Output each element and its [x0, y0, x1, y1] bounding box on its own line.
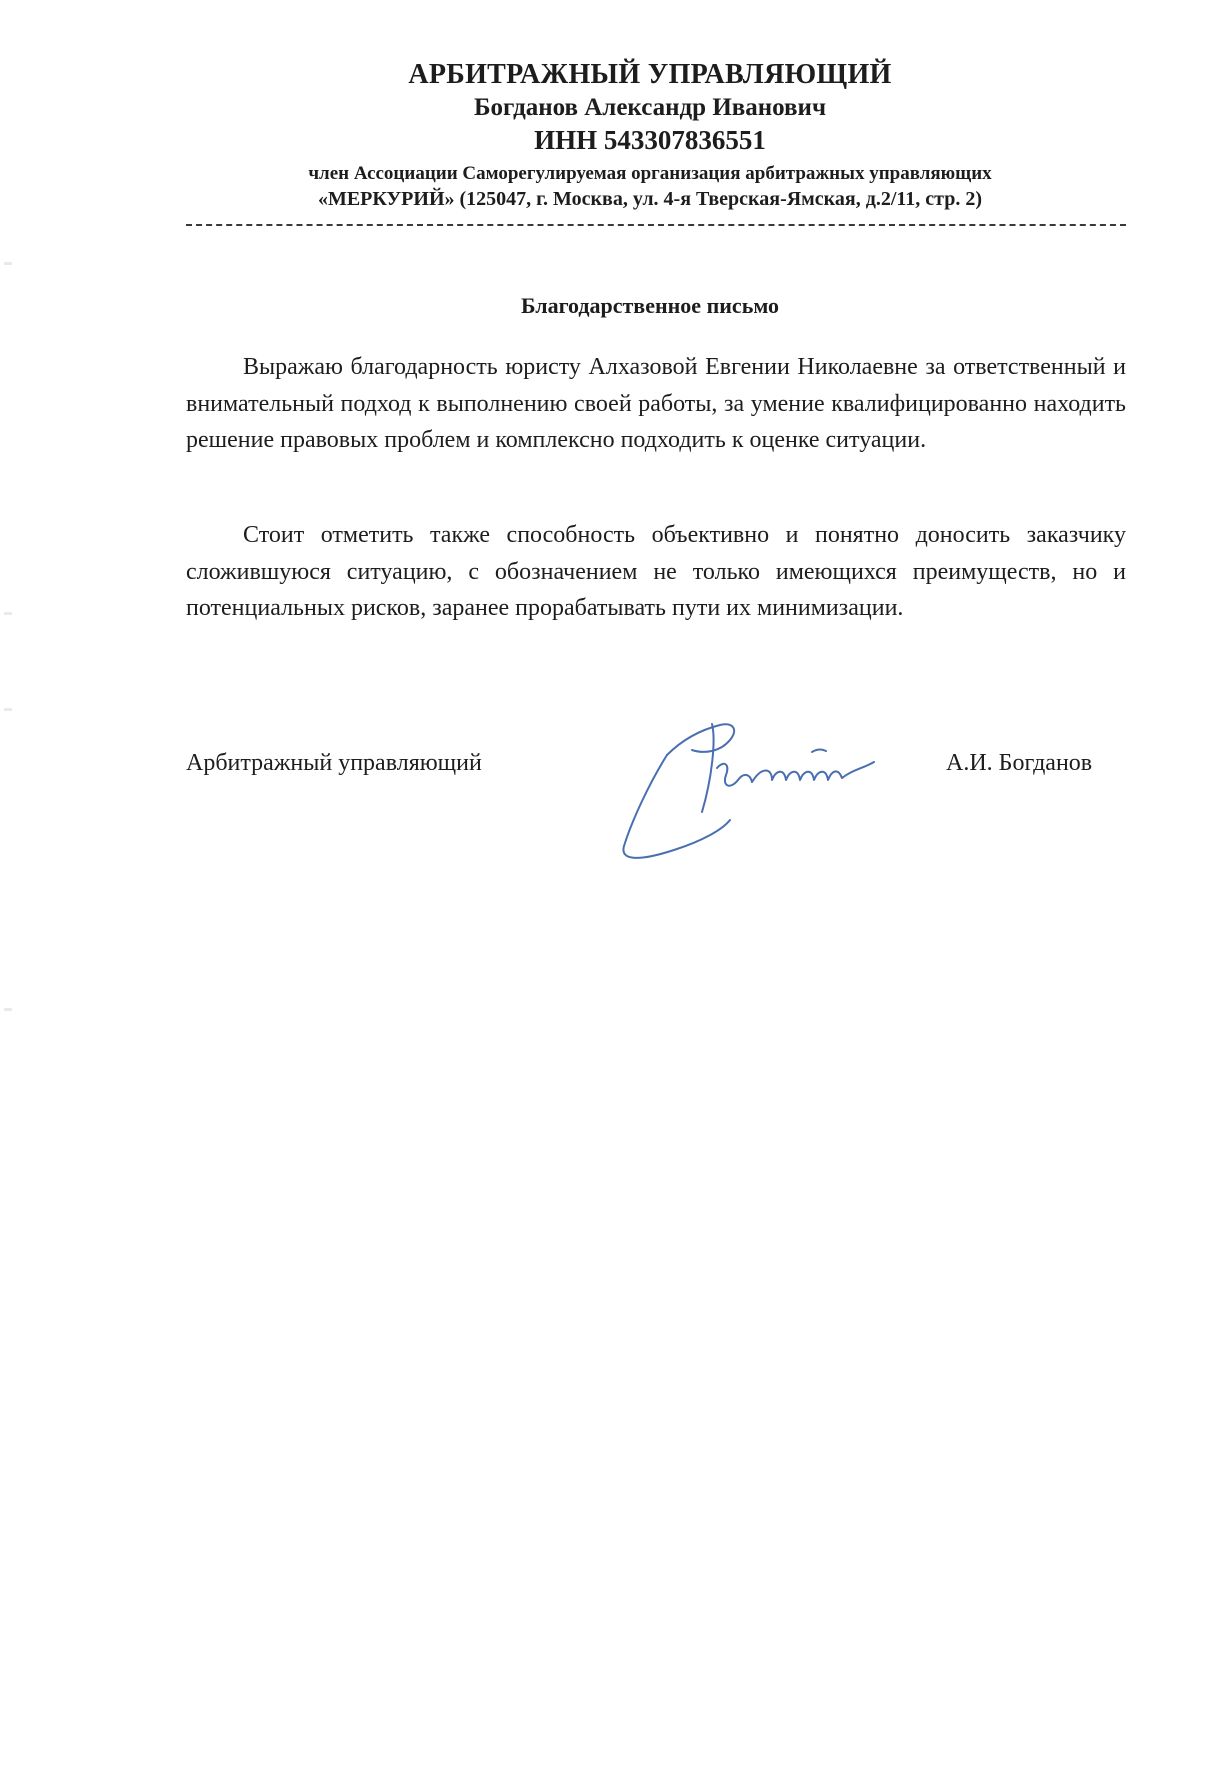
letterhead-address: «МЕРКУРИЙ» (125047, г. Москва, ул. 4-я Тверская-Ямская, д.2/11, стр. 2) — [317, 188, 983, 210]
letterhead-title: АРБИТРАЖНЫЙ УПРАВЛЯЮЩИЙ — [408, 59, 892, 90]
scan-artifact — [4, 1008, 12, 1011]
signature-strokes — [623, 724, 874, 858]
letterhead-name: Богданов Александр Иванович — [473, 94, 827, 121]
scan-artifact — [4, 262, 12, 265]
handwritten-signature — [612, 700, 932, 870]
letterhead-inn: ИНН 543307836551 — [534, 125, 766, 155]
letter-paragraph: Стоит отметить также способность объективно и понятно доносить заказчику сложившуюся ситуацию, с обозначением не только имеющихся преимуществ, но и потенциальных рисков, заранее прорабатывать пути их минимизации. — [186, 522, 1126, 621]
header-divider — [186, 224, 1126, 226]
scan-artifact — [4, 708, 12, 711]
scan-artifact — [4, 612, 12, 615]
letter-title: Благодарственное письмо — [520, 293, 780, 318]
signatory-role: Арбитражный управляющий — [186, 750, 482, 776]
signatory-name: А.И. Богданов — [946, 750, 1093, 776]
letterhead-association: член Ассоциации Саморегулируемая организация арбитражных управляющих — [308, 163, 992, 184]
letter-paragraph: Выражаю благодарность юристу Алхазовой Евгении Николаевне за ответственный и внимательный подход к выполнению своей работы, за умение квалифицированно находить решение правовых проблем и комплексно подходить к оценке ситуации. — [186, 354, 1126, 453]
letterhead — [150, 58, 1150, 212]
